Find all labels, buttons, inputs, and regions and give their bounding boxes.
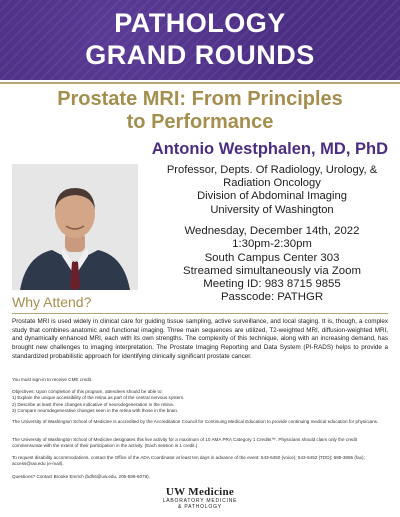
banner-line2: GRAND ROUNDS: [85, 40, 315, 70]
credit-designation: The University of Washington School of Medicine designates this live activity for a maximum of 10 AMA PRA Category 1 Credits™. Physicians should claim only the credit commensurate with the extent of their participation in the activity. (Each session is 1 credit.): [12, 437, 358, 449]
signin-note: You must sign-in to receive CME credit.: [12, 377, 93, 382]
disability-note: To request disability accommodations, contact the Office of the ADA Coordinator at least ten days in advance of the event: 543-6450 (voice); 543-6452 (TDD); 685-3885 (fax); access@uw.edu (e-mail).: [12, 455, 365, 467]
speaker-name: Antonio Westphalen, MD, PhD: [151, 140, 388, 158]
objectives: Objectives: Upon completion of this program, attendees should be able to: 1) Explain the unique accessibility of the retina as part of the central nervous system. 2) Describe at least three changes indicative of neurodegeneration in the retina. 3) Compare neurodegenerative changes seen in the retina with those in the brain.: [12, 389, 185, 413]
grand-rounds-banner: [0, 0, 400, 80]
speaker-photo: [12, 164, 138, 290]
event-meeting-id: Meeting ID: 983 8715 9855: [203, 278, 341, 291]
talk-title: Prostate MRI: From Principles to Performance: [57, 88, 343, 133]
event-stream: Streamed simultaneously via Zoom: [183, 264, 361, 277]
speaker-affiliation: Professor, Depts. Of Radiology, Urology, & Radiation Oncology Division of Abdominal Imaging University of Washington: [166, 164, 378, 216]
divider: [0, 82, 400, 84]
why-attend-paragraph: Prostate MRI is used widely in clinical care for guiding tissue sampling, active surveillance, and local staging. It is, though, a complex study that combines anatomic and functional imaging. Three main sequences are utilized, T2-weighted MRI, diffusion-weighted MRI, and dynamically enhanced MRI, each with its own strengths. The complexity of this technique, along with an increasing demand, has brought new challenges to imaging interpretation. The Prostate Imaging Reporting and Data System (PI-RADS) helps to provide a standardized probabilistic approach for identifying clinically significant prostate cancer.: [12, 318, 388, 360]
why-attend-heading: Why Attend?: [12, 294, 92, 310]
banner-line1: PATHOLOGY: [114, 8, 286, 38]
questions-contact: Questions? Contact Brooke Emrich (bdh6@uw.edu, 206-598-6078).: [12, 474, 150, 479]
uw-medicine-logo: UW Medicine LABORATORY MEDICINE & PATHOLOGY: [162, 486, 238, 510]
event-time: 1:30pm-2:30pm: [232, 238, 312, 251]
event-location: South Campus Center 303: [204, 251, 340, 264]
portrait-icon: [12, 164, 138, 290]
divider: [12, 313, 388, 314]
event-details: [150, 225, 394, 305]
event-date: Wednesday, December 14th, 2022: [184, 225, 360, 237]
event-passcode: Passcode: PATHGR: [220, 291, 324, 304]
accreditation: The University of Washington School of Medicine is accredited by the Accreditation Council for Continuing Medical Education to provide continuing medical education for physicians.: [12, 419, 379, 424]
